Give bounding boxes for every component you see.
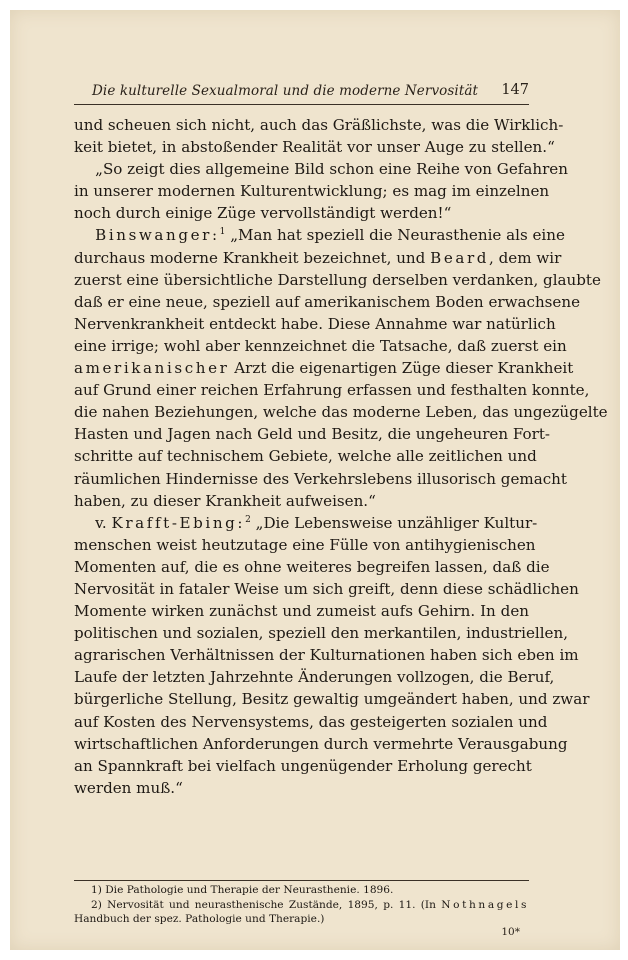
text-line: Hasten und Jagen nach Geld und Besitz, die ungeheuren Fort- bbox=[74, 425, 550, 444]
footnote-rule bbox=[74, 880, 529, 881]
text-fragment: durchaus moderne Krankheit bezeichnet, und bbox=[74, 248, 426, 267]
text-line: Momente wirken zunächst und zumeist aufs Gehirn. In den bbox=[74, 602, 529, 621]
text-line: keit bietet, in abstoßender Realität vor unser Auge zu stellen.“ bbox=[74, 138, 555, 157]
text-line: zuerst eine übersichtliche Darstellung derselben verdanken, glaubte bbox=[74, 270, 601, 289]
text-line-amerikanischer bbox=[74, 357, 574, 379]
text-line: Momenten auf, die es ohne weiteres begreifen lassen, daß die bbox=[74, 557, 550, 576]
text-line: räumlichen Hindernisse des Verkehrslebens illusorisch gemacht bbox=[74, 469, 567, 488]
footnote-mark: 2 bbox=[245, 514, 251, 525]
text-line: in unserer modernen Kulturentwicklung; es mag im einzelnen bbox=[74, 182, 550, 201]
page-number: 147 bbox=[501, 82, 529, 98]
author-name-binswanger: Binswanger: bbox=[95, 226, 220, 245]
text-line: „So zeigt dies allgemeine Bild schon eine Reihe von Gefahren bbox=[95, 160, 568, 179]
author-prefix: v. bbox=[95, 513, 107, 532]
text-line: und scheuen sich nicht, auch das Gräßlichste, was die Wirklich- bbox=[74, 116, 564, 134]
text-line: noch durch einige Züge vervollständigt werden!“ bbox=[74, 204, 452, 223]
text-line: daß er eine neue, speziell auf amerikanischem Boden erwachsene bbox=[74, 292, 581, 311]
text-line: menschen weist heutzutage eine Fülle von antihygienischen bbox=[74, 535, 536, 554]
emphasis-amerikanischer: amerikanischer bbox=[74, 359, 230, 378]
footnotes bbox=[74, 883, 529, 927]
footnote-2-name: Nothnagels bbox=[441, 898, 530, 911]
text-line: auf Kosten des Nervensystems, das gesteigerten sozialen und bbox=[74, 712, 548, 731]
body-text bbox=[74, 114, 608, 799]
text-fragment: „Die Lebensweise unzähliger Kultur- bbox=[255, 513, 538, 532]
author-name-beard: Beard bbox=[430, 248, 490, 267]
signature-mark: 10* bbox=[501, 926, 520, 938]
footnote-1: 1) Die Pathologie und Therapie der Neurasthenie. 1896. bbox=[90, 884, 394, 896]
text-fragment: Arzt die eigenartigen Züge dieser Krankheit bbox=[234, 359, 574, 378]
text-fragment: , dem wir bbox=[489, 248, 562, 267]
text-line: auf Grund einer reichen Erfahrung erfassen und festhalten konnte, bbox=[74, 381, 590, 400]
text-line: haben, zu dieser Krankheit aufweisen.“ bbox=[74, 491, 376, 510]
text-line: bürgerliche Stellung, Besitz gewaltig umgeändert haben, und zwar bbox=[74, 690, 590, 709]
text-line-krafft-ebing bbox=[74, 512, 538, 534]
text-line: die nahen Beziehungen, welche das moderne Leben, das ungezügelte bbox=[74, 403, 608, 422]
text-line-binswanger bbox=[74, 224, 565, 246]
text-line: wirtschaftlichen Anforderungen durch vermehrte Verausgabung bbox=[74, 734, 568, 753]
running-head-title: Die kulturelle Sexualmoral und die moderne Nervosität bbox=[92, 83, 479, 99]
footnote-2-text: 2) Nervosität und neurasthenische Zustände, 1895, p. 11. (In bbox=[90, 898, 436, 911]
text-fragment: „Man hat speziell die Neurasthenie als eine bbox=[230, 226, 565, 245]
text-line: Nervenkrankheit entdeckt habe. Diese Annahme war natürlich bbox=[74, 314, 556, 333]
footnote-2-line-1 bbox=[74, 898, 529, 913]
text-line: agrarischen Verhältnissen der Kulturnationen haben sich eben im bbox=[74, 646, 579, 665]
footnote-2-line-2: Handbuch der spez. Pathologie und Therapie.) bbox=[74, 913, 325, 925]
text-line: werden muß.“ bbox=[74, 778, 183, 797]
running-head bbox=[74, 82, 529, 105]
text-line: eine irrige; wohl aber kennzeichnet die Tatsache, daß zuerst ein bbox=[74, 336, 567, 355]
text-line: Laufe der letzten Jahrzehnte Änderungen vollzogen, die Beruf, bbox=[74, 668, 555, 687]
text-line: an Spannkraft bei vielfach ungenügender Erholung gerecht bbox=[74, 756, 532, 775]
footnote-mark: 1 bbox=[219, 227, 226, 238]
text-line: schritte auf technischem Gebiete, welche alle zeitlichen und bbox=[74, 447, 537, 466]
text-line-beard bbox=[74, 247, 562, 269]
book-page bbox=[10, 10, 620, 950]
author-name-krafft-ebing: Krafft-Ebing: bbox=[111, 513, 246, 532]
text-line: politischen und sozialen, speziell den merkantilen, industriellen, bbox=[74, 624, 568, 643]
text-line: Nervosität in fataler Weise um sich greift, denn diese schädlichen bbox=[74, 579, 579, 598]
